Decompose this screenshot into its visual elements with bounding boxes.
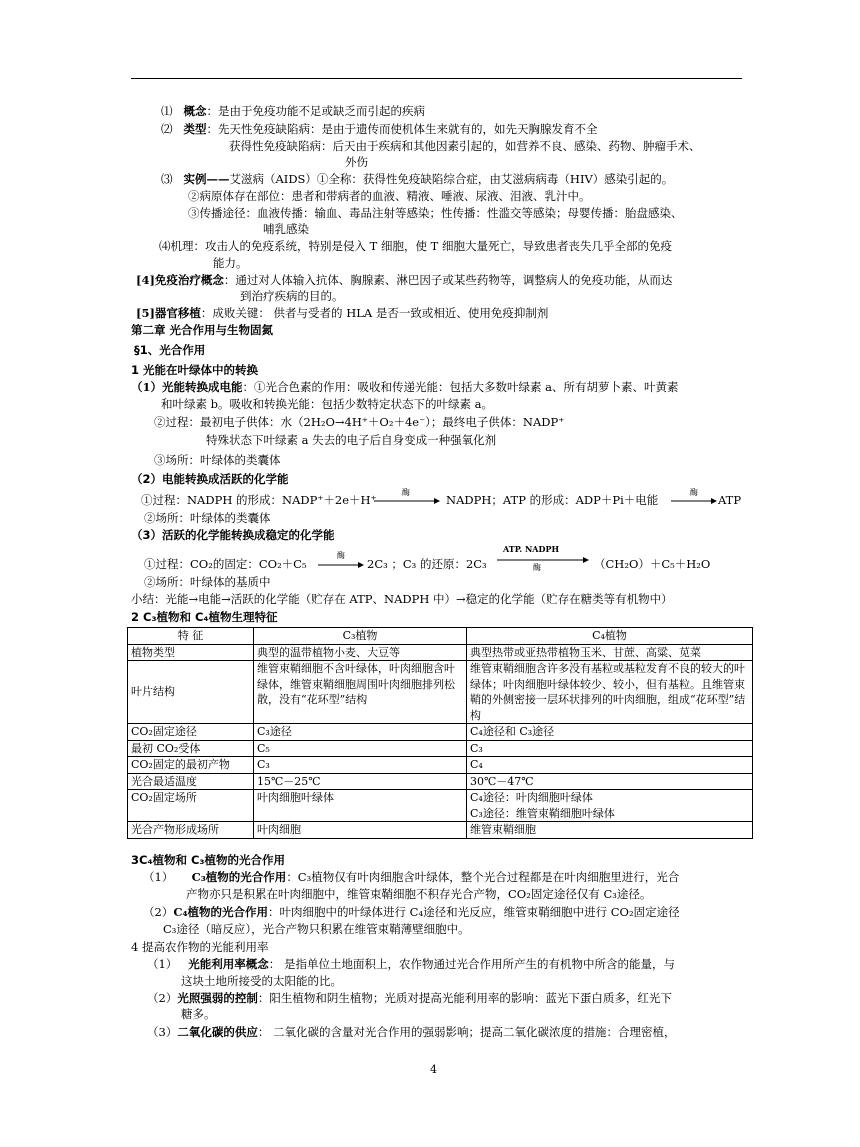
arrow-top-label: ATP. NADPH [503,544,560,554]
table-row [128,661,753,724]
transplant [136,306,548,321]
table-cell: C₃ [254,757,467,774]
table-cell: CO₂固定场所 [128,790,254,822]
transplant-text: ：成败关键： 供者与受者的 HLA 是否一致或相近、使用免疫抑制剂 [200,306,549,320]
part4-p2-num: （2） [147,991,178,1005]
table-header-cell: C₄植物 [467,628,753,645]
item1-num: ⑴ [161,104,173,118]
table-cell: 维管束鞘细胞不含叶绿体，叶肉细胞含叶绿体，维管束鞘细胞周围叶肉细胞排列松散，没有“花环型”结构 [254,661,467,724]
part1-title: 1 光能在叶绿体中的转换 [131,363,259,377]
table-row [128,757,753,774]
table-cell: C₃途径 [254,724,467,741]
immunotherapy-text-1: ：通过对人体输入抗体、胸腺素、淋巴因子或某些药物等，调整病人的免疫功能，从而达 [223,273,673,287]
part3-p2 [143,905,680,920]
c3-c4-comparison-table [127,627,753,839]
part4-p3-label: 二氧化碳的供应 [177,1025,258,1039]
item2-text-1: ：先天性免疫缺陷病：是由于遗传而使机体生来就有的，如先天胸腺发育不全 [206,122,598,136]
transplant-label: [5]器官移植 [136,306,201,320]
reaction-arrow-4 [497,555,589,569]
table-cell: 30℃－47℃ [467,773,753,790]
part1-p1-process: ②过程：最初电子供体：水（2H₂O→4H⁺＋O₂＋4e⁻）；最终电子供体：NADP⁺ [154,415,565,429]
reaction-arrow-3 [318,560,364,574]
part1-p3-label: （3）活跃的化学能转换成稳定的化学能 [131,528,335,542]
table-cell: 15℃－25℃ [254,773,467,790]
table-row [128,644,753,661]
item3 [161,172,673,187]
table-cell: C₄途径：叶肉细胞叶绿体 C₃途径：维管束鞘细胞叶绿体 [467,790,753,822]
part3-p1-label: C₃植物的光合作用 [191,870,287,884]
table-cell: 光合产物形成场所 [128,822,254,839]
item2-text-3: 外伤 [345,155,368,169]
item3-text-1: 艾滋病（AIDS）①全称：获得性免疫缺陷综合症，由艾滋病病毒（HIV）感染引起的。 [229,172,674,186]
immunotherapy [136,273,672,288]
item2-text-2: 获得性免疫缺陷病：后天由于疾病和其他因素引起的，如营养不良、感染、药物、肿瘤手术、 [229,139,701,153]
table-cell: C₅ [254,740,467,757]
part4-p1-text-2: 这块土地所接受的太阳能的比。 [181,974,342,988]
item4-text-2: 能力。 [213,256,248,270]
table-row [128,822,753,839]
enzyme-label-3: 酶 [337,551,345,560]
table-cell: C₄ [467,757,753,774]
part2-title: 2 C₃植物和 C₄植物生理特征 [131,610,278,624]
table-cell: CO₂固定途径 [128,724,254,741]
table-cell: 植物类型 [128,644,254,661]
item3-text-3: ③传播途径：血液传播：输血、毒品注射等感染；性传播：性滥交等感染；母婴传播：胎盘感染、 [188,206,683,220]
part4-p2-text-1: ：阳生植物和阴生植物；光质对提高光能利用率的影响：蓝光下蛋白质多，红光下 [257,991,672,1005]
part4-p3-num: （3） [147,1025,178,1039]
table-cell: 典型热带或亚热带植物玉米、甘蔗、高粱、苋菜 [467,644,753,661]
chapter-title: 第二章 光合作用与生物固氮 [131,323,274,337]
table-cell: CO₂固定的最初产物 [128,757,254,774]
table-cell: C₃ [467,740,753,757]
table-cell: 叶片结构 [128,661,254,724]
header-rule [131,78,742,79]
immunotherapy-label: [4]免疫治疗概念 [136,273,224,287]
part3-p1-num: （1） [143,870,174,884]
part4-p2-text-2: 糖多。 [181,1007,216,1021]
part4-p3 [147,1025,675,1040]
item2-num: ⑵ [161,122,173,136]
table-header-cell: 特 征 [128,628,254,645]
table-cell: 最初 CO₂受体 [128,740,254,757]
page-number: 4 [430,1063,437,1076]
table-cell: 维管束鞘细胞 [467,822,753,839]
table-row [128,790,753,822]
part1-p2-label: （2）电能转换成活跃的化学能 [131,472,289,486]
item2 [161,122,597,137]
item1 [161,104,425,119]
part1-p2-process-a: ①过程：NADPH 的形成：NADP⁺＋2e＋H⁺ [141,493,377,507]
part4-p3-text: ： 二氧化碳的含量对光合作用的强弱影响；提高二氧化碳浓度的措施：合理密植， [257,1025,676,1039]
immunotherapy-text-2: 到治疗疾病的目的。 [240,289,344,303]
table-row [128,740,753,757]
table-cell: C₄途径和 C₃途径 [467,724,753,741]
item2-label: 类型 [183,122,207,136]
table-row [128,724,753,741]
part1-p1 [131,380,679,395]
enzyme-label-2: 酶 [690,488,698,497]
part3-p1 [143,870,679,885]
reaction-arrow-1 [374,496,440,510]
part4-p1-label: 光能利用率概念 [188,957,269,971]
part3-p1-text-2: 产物亦只是积累在叶肉细胞中，维管束鞘细胞不积存光合产物，CO₂固定途径仅有 C₃途径。 [186,887,652,901]
part1-p2-site: ②场所：叶绿体的类囊体 [144,511,271,525]
item3-num: ⑶ [161,172,173,186]
part1-summary: 小结：光能→电能→活跃的化学能（贮存在 ATP、NADPH 中）→稳定的化学能（贮存在糖类等有机物中） [131,592,673,606]
part4-p1-num: （1） [147,957,178,971]
reaction-arrow-2 [671,496,717,510]
item3-text-4: 哺乳感染 [263,222,309,236]
section-title: §1、光合作用 [134,343,206,357]
item3-label: 实例—— [183,172,230,186]
part3-p2-num: （2） [143,905,174,919]
part1-p1-label: （1）光能转换成电能 [131,380,243,394]
table-cell: 叶肉细胞 [254,822,467,839]
part1-p1-site: ③场所：叶绿体的类囊体 [154,453,281,467]
table-header-row [128,628,753,645]
part4-p2-label: 光照强弱的控制 [177,991,258,1005]
table-header-cell: C₃植物 [254,628,467,645]
part1-p3-process-c: （CH₂O）＋C₅＋H₂O [594,557,711,571]
part1-p3-process-b: 2C₃ ；C₃ 的还原：2C₃ [367,557,487,571]
table-row [128,773,753,790]
enzyme-label-1: 酶 [402,488,410,497]
table-cell: 叶肉细胞叶绿体 [254,790,467,822]
part1-p3-site: ②场所：叶绿体的基质中 [144,575,271,589]
table-cell: 维管束鞘细胞含许多没有基粒或基粒发育不良的较大的叶绿体；叶肉细胞叶绿体较少、较小，但有基粒。且维管束鞘的外侧密接一层环状排列的叶肉细胞，组成“花环型”结构 [467,661,753,724]
part1-p2-process-c: ATP [718,493,742,507]
part3-p1-text-1: ：C₃植物仅有叶肉细胞含叶绿体，整个光合过程都是在叶肉细胞里进行，光合 [286,870,680,884]
part3-p2-label: C₄植物的光合作用 [173,905,269,919]
part1-p2-process-b: NADPH；ATP 的形成：ADP＋Pi＋电能 [446,493,659,507]
part1-p3-process-a: ①过程：CO₂的固定：CO₂＋C₅ [144,557,307,571]
arrow-bottom-label: 酶 [533,563,541,572]
item1-text: ：是由于免疫功能不足或缺乏而引起的疾病 [206,104,425,118]
part4-title: 4 提高农作物的光能利用率 [131,940,269,954]
part3-p2-text-2: C₃途径（暗反应），光合产物只积累在维管束鞘薄壁细胞中。 [163,922,470,936]
table-cell: 光合最适温度 [128,773,254,790]
item3-text-2: ②病原体存在部位：患者和带病者的血液、精液、唾液、尿液、泪液、乳汁中。 [188,189,591,203]
part1-p1-text-1: ：①光合色素的作用：吸收和传递光能：包括大多数叶绿素 a、所有胡萝卜素、叶黄素 [242,380,679,394]
table-cell: 典型的温带植物小麦、大豆等 [254,644,467,661]
part1-p1-text-2: 和叶绿素 b。吸收和转换光能：包括少数特定状态下的叶绿素 a。 [161,397,494,411]
part4-p2 [147,991,672,1006]
part3-p2-text-1: ：叶肉细胞中的叶绿体进行 C₄途径和光反应，维管束鞘细胞中进行 CO₂固定途径 [268,905,680,919]
part3-title: 3C₄植物和 C₃植物的光合作用 [131,853,285,867]
item1-label: 概念 [183,104,207,118]
part4-p1 [147,957,675,972]
item4-text-1: ⑷机理：攻击人的免疫系统，特别是侵入 T 细胞，使 T 细胞大量死亡，导致患者丧失几乎全部的免疫 [159,239,672,253]
part1-p1-process-2: 特殊状态下叶绿素 a 失去的电子后自身变成一种强氧化剂 [206,433,497,447]
part4-p1-text-1: ： 是指单位土地面积上，农作物通过光合作用所产生的有机物中所含的能量，与 [268,957,675,971]
